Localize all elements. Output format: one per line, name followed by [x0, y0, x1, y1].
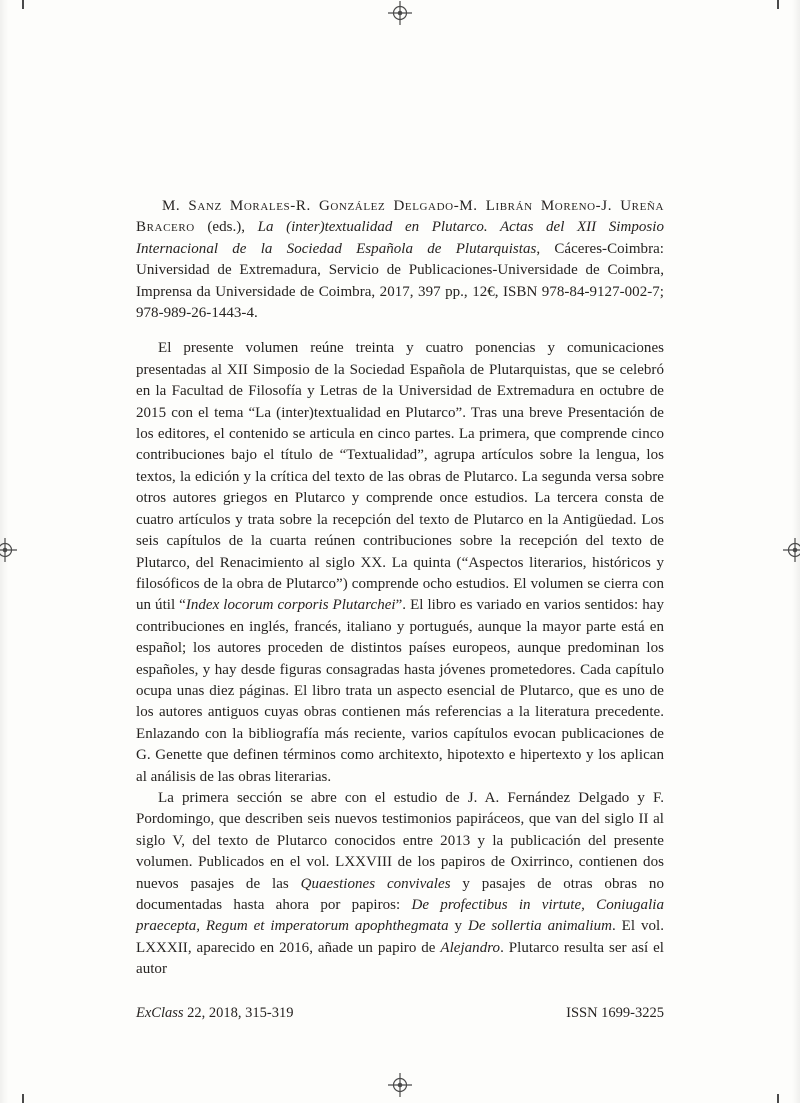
page-footer [136, 1005, 664, 1022]
review-paragraph-1: El presente volumen reúne treinta y cuatro ponencias y comunicaciones presentadas al XII Simposio de la Sociedad Española de Plutarquistas, que se celebró en la Facultad de Filosofía y Letras de la Universidad de Extremadura en octubre de 2015 con el tema “La (inter)textualidad en Plutarco”. Tras una breve Presentación de los editores, el contenido se articula en cinco partes. La primera, que comprende cinco contribuciones bajo el título de “Textualidad”, agrupa artículos sobre la lengua, los textos, la edición y la crítica del texto de las obras de Plutarco. La segunda versa sobre otros autores griegos en Plutarco y comprende once estudios. La tercera consta de cuatro artículos y trata sobre la recepción del texto de Plutarco en la Antigüedad. Los seis capítulos de la cuarta reúnen contribuciones sobre la recepción del texto de Plutarco, del Renacimiento al siglo XX. La quinta (“Aspectos literarios, históricos y filosóficos de la obra de Plutarco”) comprende ocho estudios. El volumen se cierra con un útil “Index locorum corporis Plutarchei”. El libro es variado en varios sentidos: hay contribuciones en inglés, francés, italiano y portugués, aunque la mayor parte está en español; los autores proceden de distintos países europeos, aunque predominan los españoles, y hay desde figuras consagradas hasta jóvenes prometedores. Cada capítulo ocupa unas diez páginas. El libro trata un aspecto esencial de Plutarco, que es uno de los autores antiguos cuyas obras contienen más referencias a la literatura precedente. Enlazando con la bibliografía más reciente, varios capítulos evocan publicaciones de G. Genette que definen términos como architexto, hipotexto e hipertexto y los aplican al análisis de las obras literarias. [136, 340, 664, 785]
registration-mark-bottom-icon [387, 1072, 413, 1098]
crop-tick-top-left [22, 0, 24, 9]
registration-mark-left-icon [0, 537, 18, 563]
text-column [136, 196, 664, 981]
registration-mark-top-icon [387, 0, 413, 26]
journal-volume-pages: ExClass 22, 2018, 315-319 [136, 1005, 294, 1021]
crop-tick-bottom-left [22, 1094, 24, 1103]
registration-mark-right-icon [782, 537, 800, 563]
book-citation-header: M. Sanz Morales-R. González Delgado-M. Librán Moreno-J. Ureña Bracero (eds.), La (inter)textualidad en Plutarco. Actas del XII Simposio Internacional de la Sociedad Española de Plutarquistas, Cáceres-Coimbra: Universidad de Extremadura, Servicio de Publicaciones-Universidade de Coimbra, Imprensa da Universidade de Coimbra, 2017, 397 pp., 12€, ISBN 978-84-9127-002-7; 978-989-26-1443-4. [136, 198, 664, 322]
issn-number: ISSN 1699-3225 [566, 1005, 664, 1021]
crop-tick-top-right [777, 0, 779, 9]
review-paragraph-2: La primera sección se abre con el estudio de J. A. Fernández Delgado y F. Pordomingo, que describen seis nuevos testimonios papiráceos, que van del siglo II al siglo V, del texto de Plutarco conocidos entre 2013 y la publicación del presente volumen. Publicados en el vol. LXXVIII de los papiros de Oxirrinco, contienen dos nuevos pasajes de las Quaestiones convivales y pasajes de otras obras no documentadas hasta ahora por papiros: De profectibus in virtute, Coniugalia praecepta, Regum et imperatorum apophthegmata y De sollertia animalium. El vol. LXXXII, aparecido en 2016, añade un papiro de Alejandro. Plutarco resulta ser así el autor [136, 789, 664, 978]
crop-tick-bottom-right [777, 1094, 779, 1103]
